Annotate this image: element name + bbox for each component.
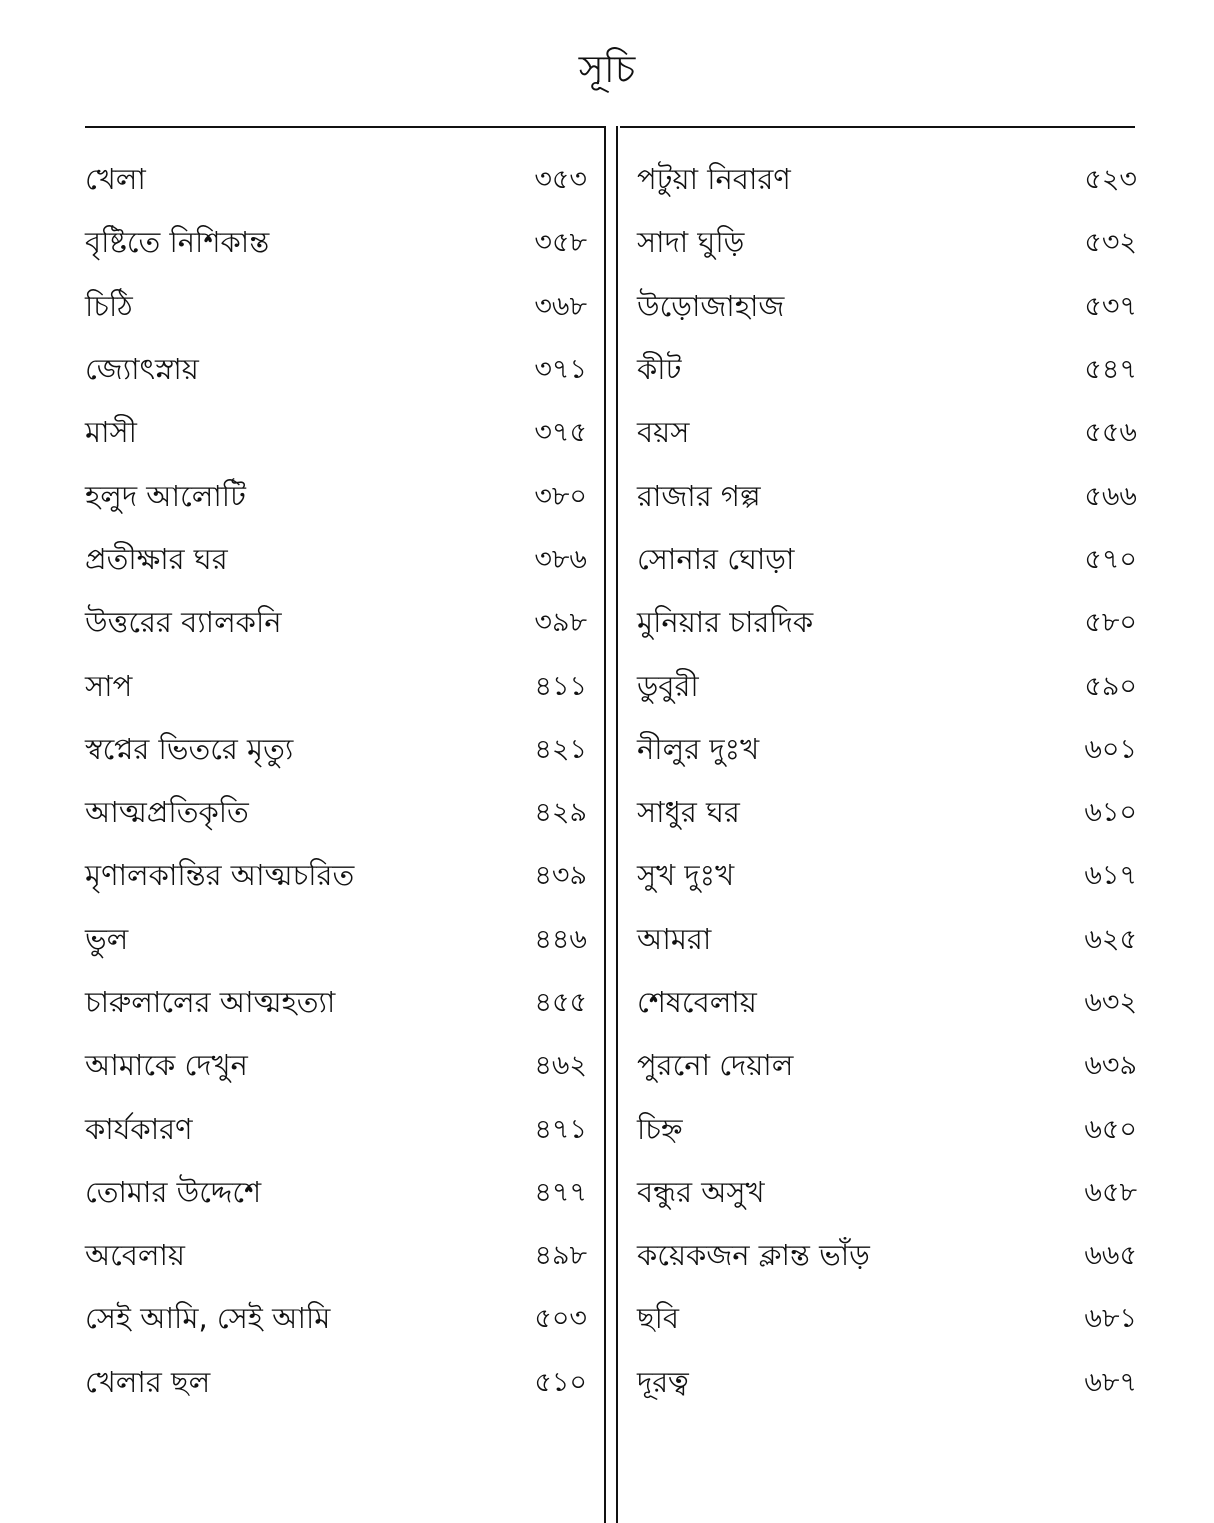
entry-page: ৬৮১ — [1084, 1303, 1137, 1335]
toc-entry — [85, 1353, 587, 1416]
entry-title: ডুবুরী — [637, 668, 699, 703]
toc-entry — [637, 1226, 1137, 1289]
entry-title: পুরনো দেয়াল — [637, 1048, 794, 1083]
entry-page: ৬১০ — [1084, 797, 1137, 829]
entry-title: দূরত্ব — [637, 1364, 689, 1399]
entry-page: ৩৮৬ — [534, 543, 587, 575]
toc-entry — [85, 656, 587, 719]
entry-title: আমরা — [637, 921, 712, 956]
entry-title: কয়েকজন ক্লান্ত ভাঁড় — [637, 1238, 870, 1273]
entry-page: ৪৫৫ — [534, 987, 587, 1018]
entry-title: উত্তরের ব্যালকনি — [85, 605, 282, 640]
entry-page: ৫১০ — [534, 1366, 587, 1398]
entry-page: ৩৮০ — [534, 480, 587, 512]
toc-entry — [85, 1163, 587, 1226]
toc-entry — [637, 340, 1137, 403]
column-rule — [604, 126, 606, 1523]
entry-page: ৫৭০ — [1084, 543, 1137, 575]
entry-title: সেই আমি, সেই আমি — [85, 1301, 331, 1336]
entry-title: কীট — [637, 352, 682, 387]
entry-page: ৪৭১ — [534, 1113, 587, 1145]
toc-entry — [637, 403, 1137, 466]
entry-page: ৫৩৭ — [1084, 290, 1137, 322]
toc-entry — [85, 783, 587, 846]
entry-page: ৫৫৬ — [1084, 417, 1137, 449]
entry-title: সোনার ঘোড়া — [637, 541, 795, 576]
entry-title: স্বপ্নের ভিতরে মৃত্যু — [85, 731, 294, 766]
toc-entry — [85, 846, 587, 909]
toc-entry — [85, 910, 587, 973]
toc-entry — [637, 783, 1137, 846]
entry-page: ৪৪৬ — [534, 923, 587, 955]
entry-page: ৬০১ — [1084, 733, 1137, 765]
entry-page: ৫৯০ — [1084, 670, 1137, 702]
toc-entry — [85, 1289, 587, 1352]
toc-entry — [637, 466, 1137, 529]
entry-title: আমাকে দেখুন — [85, 1048, 248, 1083]
entry-page: ৫৪৭ — [1084, 354, 1137, 386]
toc-entry — [637, 213, 1137, 276]
entry-title: বৃষ্টিতে নিশিকান্ত — [85, 225, 270, 260]
entry-title: ভুল — [85, 921, 129, 956]
toc-entry — [85, 973, 587, 1036]
entry-page: ৬৫০ — [1084, 1113, 1137, 1145]
toc-entry — [85, 1099, 587, 1162]
entry-title: তোমার উদ্দেশে — [85, 1174, 262, 1209]
toc-entry — [637, 530, 1137, 593]
entry-title: সাপ — [85, 668, 133, 703]
entry-title: ছবি — [637, 1301, 680, 1336]
entry-page: ৫৮০ — [1084, 607, 1137, 639]
entry-page: ৪২১ — [534, 733, 587, 765]
entry-title: মাসী — [85, 415, 137, 450]
page-title: সূচি — [578, 47, 636, 91]
entry-title: খেলার ছল — [85, 1364, 211, 1399]
toc-entry — [637, 720, 1137, 783]
column-rule — [616, 126, 618, 1523]
toc-entry — [637, 973, 1137, 1036]
entry-title: খেলা — [85, 162, 146, 197]
entry-page: ৪২৯ — [534, 797, 587, 829]
entry-page: ৬৩৯ — [1084, 1050, 1137, 1082]
toc-entry — [85, 150, 587, 213]
toc-entry — [85, 1226, 587, 1289]
toc-entry — [85, 340, 587, 403]
entry-title: প্রতীক্ষার ঘর — [85, 541, 228, 576]
toc-entry — [637, 1289, 1137, 1352]
entry-page: ৩৬৮ — [534, 290, 587, 322]
entry-page: ৪৬২ — [534, 1050, 587, 1082]
entry-page: ৩৭৫ — [534, 417, 587, 449]
entry-title: রাজার গল্প — [637, 478, 761, 513]
toc-left-column — [85, 150, 587, 1416]
entry-title: চারুলালের আত্মহত্যা — [85, 985, 336, 1019]
entry-page: ৬২৫ — [1084, 923, 1137, 955]
toc-entry — [85, 530, 587, 593]
entry-page: ৩৯৮ — [534, 607, 587, 639]
entry-title: অবেলায় — [85, 1238, 186, 1273]
entry-title: শেষবেলায় — [637, 985, 757, 1019]
toc-entry — [637, 1099, 1137, 1162]
divider-right — [620, 126, 1135, 128]
entry-title: কার্যকারণ — [85, 1111, 193, 1146]
entry-page: ৩৫৮ — [534, 227, 587, 259]
entry-title: জ্যোৎস্নায় — [85, 352, 199, 387]
entry-page: ৪৭৭ — [534, 1176, 587, 1208]
toc-entry — [85, 403, 587, 466]
entry-title: সুখ দুঃখ — [637, 858, 735, 893]
toc-entry — [637, 150, 1137, 213]
toc-entry — [85, 1036, 587, 1099]
entry-title: সাধুর ঘর — [637, 795, 740, 830]
entry-title: চিঠি — [85, 288, 133, 323]
toc-entry — [85, 213, 587, 276]
toc-entry — [637, 846, 1137, 909]
toc-entry — [637, 1353, 1137, 1416]
entry-title: মৃণালকান্তির আত্মচরিত — [85, 858, 355, 893]
entry-title: মুনিয়ার চারদিক — [637, 605, 814, 640]
entry-page: ৬৬৫ — [1084, 1240, 1137, 1272]
entry-page: ৫৬৬ — [1084, 480, 1137, 512]
toc-entry — [637, 656, 1137, 719]
toc-right-column — [637, 150, 1137, 1416]
entry-page: ৫৩২ — [1084, 227, 1137, 259]
entry-title: আত্মপ্রতিকৃতি — [85, 795, 249, 830]
entry-title: চিহ্ন — [637, 1111, 683, 1146]
entry-title: নীলুর দুঃখ — [637, 731, 760, 766]
entry-page: ৫০৩ — [534, 1303, 587, 1335]
toc-entry — [637, 277, 1137, 340]
entry-title: উড়োজাহাজ — [637, 288, 785, 323]
entry-title: সাদা ঘুড়ি — [637, 225, 745, 260]
entry-page: ৪৯৮ — [534, 1240, 587, 1272]
entry-page: ৪৩৯ — [534, 860, 587, 892]
entry-page: ৬১৭ — [1084, 860, 1137, 892]
toc-entry — [85, 466, 587, 529]
entry-page: ৩৭১ — [534, 354, 587, 386]
entry-page: ৬৮৭ — [1084, 1366, 1137, 1398]
toc-entry — [85, 277, 587, 340]
toc-entry — [85, 593, 587, 656]
toc-entry — [637, 910, 1137, 973]
entry-title: পটুয়া নিবারণ — [637, 162, 791, 197]
toc-entry — [637, 1163, 1137, 1226]
divider-left — [85, 126, 605, 128]
entry-page: ৬৩২ — [1084, 987, 1137, 1018]
entry-page: ৩৫৩ — [534, 164, 587, 196]
entry-title: বন্ধুর অসুখ — [637, 1174, 765, 1209]
toc-entry — [85, 720, 587, 783]
entry-title: হলুদ আলোটি — [85, 478, 246, 513]
toc-entry — [637, 1036, 1137, 1099]
entry-page: ৫২৩ — [1084, 164, 1137, 196]
entry-title: বয়স — [637, 415, 690, 450]
entry-page: ৬৫৮ — [1084, 1176, 1137, 1208]
entry-page: ৪১১ — [534, 670, 587, 702]
toc-entry — [637, 593, 1137, 656]
